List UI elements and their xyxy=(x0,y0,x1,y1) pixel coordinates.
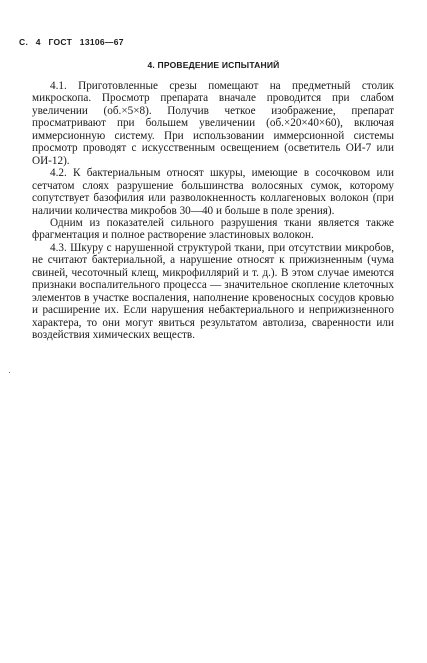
section-body xyxy=(32,80,394,342)
standard-number: 13106—67 xyxy=(79,37,124,47)
scan-speck xyxy=(9,372,10,373)
section-title: 4. ПРОВЕДЕНИЕ ИСПЫТАНИЙ xyxy=(147,60,280,70)
page-header xyxy=(19,37,129,47)
paragraph-4-2-continued: Одним из показателей сильного разрушения ткани является также фрагментация и полное растворение эластиновых волокон. xyxy=(32,216,394,242)
paragraph-4-3: 4.3. Шкуру с нарушенной структурой ткани, при отсутствии микробов, не считают бактериальной, а нарушение относят к прижизненным (чума свиней, чесоточный клещ, микрофиллярий и т. д.). В этом случае имеются признаки воспалительного процесса — значительное скопление клеточных элементов в участке воспаления, наполнение кровеносных сосудов кровью и расширение их. Если нарушения небактериального и неприжизненного характера, то они могут явиться результатом автолиза, сваренности или воздействия химических веществ. xyxy=(32,241,394,342)
page-number: 4 xyxy=(35,37,41,47)
standard-label: ГОСТ xyxy=(48,37,73,47)
paragraph-4-1: 4.1. Приготовленные срезы помещают на предметный столик микроскопа. Просмотр препарата вначале проводится при слабом увеличении (об.×5×8). Получив четкое изображение, препарат просматривают при большем увеличении (об.×20×40×60), включая иммерсионную систему. При использовании иммерсионной системы просмотр проводят с искусственным освещением (осветитель ОИ-7 или ОИ-12). xyxy=(32,80,394,167)
page-prefix: С. xyxy=(19,37,29,47)
paragraph-4-2: 4.2. К бактериальным относят шкуры, имеющие в сосочковом или сетчатом слоях разрушение большинства волосяных сумок, которому сопутствует базофилия или разволокненность коллагеновых волокон (при наличии количества микробов 30—40 и больше в поле зрения). xyxy=(32,167,394,217)
